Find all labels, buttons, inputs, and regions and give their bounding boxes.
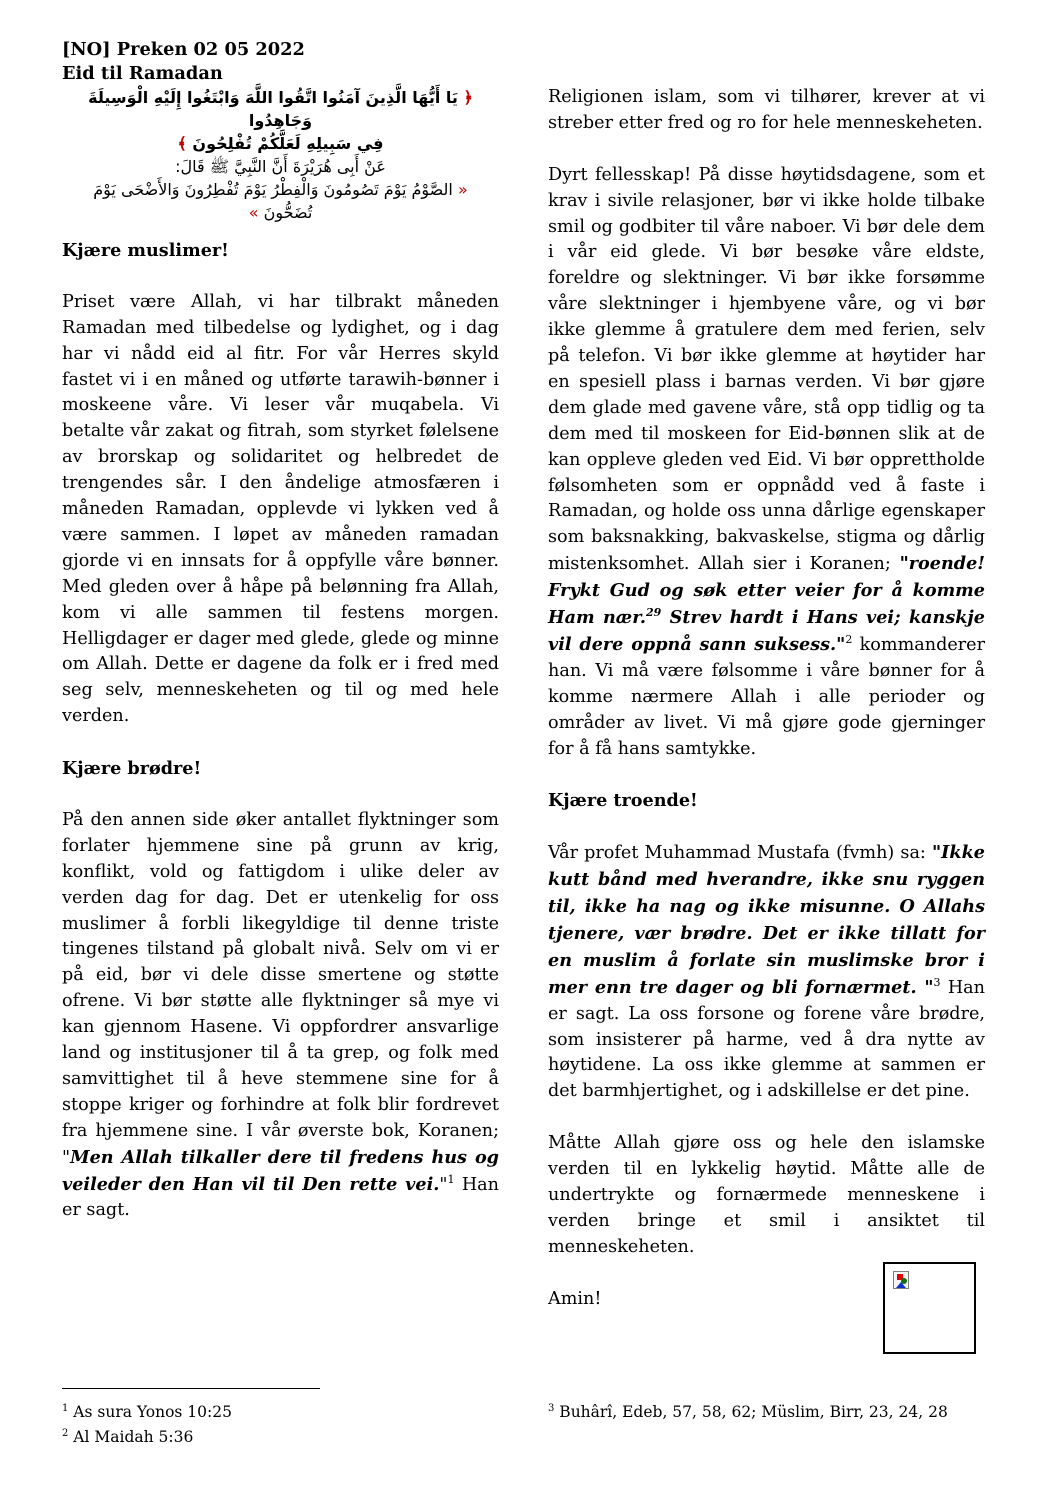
heading-dear-muslims: Kjære muslimer! bbox=[62, 240, 229, 261]
footnote-separator bbox=[62, 1388, 320, 1389]
footnote-2 bbox=[62, 1425, 232, 1450]
footnote-ref-3[interactable]: 3 bbox=[933, 975, 941, 989]
paragraph-3 bbox=[548, 163, 985, 763]
document-subtitle: Eid til Ramadan bbox=[62, 63, 223, 84]
paragraph-3-text: Dyrt fellesskap! På disse høytidsdagene, som et krav i sivile relasjoner, bør vi ikke holde tilbake smil og godbiter til våre naboer. Vi bør dele dem i vår eid glede. Vi bør besøke våre eldste, foreldre og slektninger. Vi bør ikke forsømme våre slektninger i hjembyene våre, og vi bør ikke glemme å gratulere dem med ferien, selv på telefon. Vi bør ikke glemme at høytider har en spesiell plass i barnas verden. Vi bør gjøre dem glade med gavene våre, stå opp tidlig og ta dem med til moskeen for Eid-bønnen slik at de kan oppleve gleden ved Eid. Vi bør opprettholde følsomheten som er oppnådd ved å faste i Ramadan, og holde oss unna dårlige egenskaper som baksnakking, bakvaskelse, stigma og dårlig mistenksomhet. Allah sier i Koranen; bbox=[548, 164, 985, 575]
document-title: [NO] Preken 02 05 2022 bbox=[62, 39, 305, 60]
hadith-intro: عَنْ أَبِى هُرَيْرَةَ أَنَّ النَّبِيَّ ﷺ قَالَ: bbox=[175, 157, 386, 176]
hadith-close-quote: » bbox=[248, 203, 259, 222]
right-column bbox=[548, 85, 985, 1313]
image-placeholder[interactable] bbox=[883, 1262, 976, 1354]
quran-quote-1: Men Allah tilkaller dere til fredens hus og veileder den Han vil til Den rette vei. bbox=[62, 1146, 499, 1195]
verse-ref-29: 29 bbox=[645, 606, 662, 620]
hadith-text-line-2-row bbox=[62, 201, 499, 224]
paragraph-5: Måtte Allah gjøre oss og hele den islamske verden til en lykkelig høytid. Måtte alle de undertrykte og fornærmede menneskene i verden bringe et smil i ansiktet til menneskeheten. bbox=[548, 1133, 985, 1257]
hadith-line-2: تُضَحُّونَ bbox=[263, 203, 313, 222]
paragraph-1: Priset være Allah, vi har tilbrakt måneden Ramadan med tilbedelse og lydighet, og i dag har vi nådd eid al fitr. For vår Herres skyld fastet vi i en måned og utførte tarawih-bønner i moskeene våre. Vi leser vår muqabela. Vi betalte vår zakat og fitrah, som styrket følelsene av brorskap og solidaritet og helbredet de trengendes sår. I den åndelige atmosfæren i måneden Ramadan, opplevde vi lykken ved å være sammen. I løpet av måneden ramadan gjorde vi en innsats for å oppfylle våre bønner. Med gleden over å håpe på belønning fra Allah, kom vi alle sammen til festens morgen. Helligdager er dager med glede, glede og minne om Allah. Dette er dagene da folk er i fred med seg selv, menneskeheten og til og med hele verden. bbox=[62, 291, 499, 727]
footnote-ref-2[interactable]: 2 bbox=[845, 633, 853, 647]
footnote-3 bbox=[548, 1400, 948, 1425]
paragraph-2 bbox=[62, 808, 499, 1225]
paragraph-4-tail: Han er sagt. La oss forsone og forene våre brødre, som insisterer på harme, ved å dra nytte av høytidene. La oss ikke glemme at sammen er det barmhjertighet, og i adskillelse er det pine. bbox=[548, 977, 985, 1102]
paragraph-4-text: Vår profet Muhammad Mustafa (fvmh) sa: bbox=[548, 843, 933, 864]
footnote-2-text: Al Maidah 5:36 bbox=[68, 1428, 194, 1446]
arabic-verse-line-2-row bbox=[62, 132, 499, 155]
left-column bbox=[62, 38, 499, 1224]
heading-dear-brothers: Kjære brødre! bbox=[62, 758, 202, 780]
heading-dear-believers: Kjære troende! bbox=[548, 790, 698, 812]
footnote-1-text: As sura Yonos 10:25 bbox=[68, 1403, 232, 1421]
footnote-ref-1[interactable]: 1 bbox=[447, 1172, 455, 1186]
paragraph-2-tail: Han er sagt. bbox=[62, 1174, 500, 1221]
footnotes-right bbox=[548, 1400, 948, 1425]
paragraph-3-tail: kommanderer han. Vi må være følsomme i våre bønner for å komme nærmere Allah i alle perioder og områder av livet. Vi må gjøre gode gjerninger for å få hans samtykke. bbox=[548, 635, 985, 759]
footnotes-left bbox=[62, 1400, 232, 1450]
footnote-3-number: 3 bbox=[548, 1402, 555, 1414]
quote-close-mark: " bbox=[439, 1174, 448, 1195]
verse-open-bracket: ﴿ bbox=[463, 88, 473, 107]
paragraph-4 bbox=[548, 840, 985, 1105]
closing-amin: Amin! bbox=[548, 1288, 602, 1309]
paragraph-intro: Religionen islam, som vi tilhører, krever at vi streber etter fred og ro for hele menneskeheten. bbox=[548, 87, 985, 133]
hadith-quote: "Ikke kutt bånd med hverandre, ikke snu ryggen til, ikke ha nag og ikke misunne. O Allahs tjenere, vær brødre. Det er ikke tillatt for en muslim å forlate sin muslimske bror i mer enn tre dager og bli fornærmet. " bbox=[548, 842, 985, 998]
footnote-3-text: Buhârî, Edeb, 57, 58, 62; Müslim, Birr, 23, 24, 28 bbox=[554, 1403, 948, 1421]
quran-quote-2a: "roende! Frykt Gud og søk etter veier for å komme Ham nær. bbox=[548, 553, 985, 629]
hadith-text bbox=[62, 178, 499, 201]
broken-image-icon bbox=[893, 1271, 909, 1289]
footnote-1 bbox=[62, 1400, 232, 1425]
quran-quote-2b: Strev hardt i Hans vei; kanskje vil dere oppnå sann suksess." bbox=[548, 607, 985, 656]
footnote-1-number: 1 bbox=[62, 1402, 69, 1414]
arabic-verse bbox=[62, 86, 499, 132]
verse-line-2: فِي سَبِيلِهِ لَعَلَّكُمْ تُفْلِحُونَ bbox=[192, 134, 384, 153]
verse-close-bracket: ﴾ bbox=[177, 134, 187, 153]
footnote-2-number: 2 bbox=[62, 1427, 69, 1439]
hadith-open-quote: « bbox=[457, 180, 468, 199]
hadith-line-1: الصَّوْمُ يَوْمَ تَصُومُونَ وَالْفِطْرُ يَوْمَ تُفْطِرُونَ وَالأَضْحَى يَوْمَ bbox=[93, 180, 453, 199]
paragraph-2-text: På den annen side øker antallet flyktninger som forlater hjemmene sine på grunn av krig, konflikt, vold og fattigdom i ulike deler av verden dag for dag. Det er utenkelig for oss muslimer å forbli likegyldige til denne triste tingenes tilstand på globalt nivå. Selv om vi er på eid, bør vi dele disse smertene og støtte ofrene. Vi bør støtte alle flyktninger så mye vi kan gjennom Hasene. Vi oppfordrer ansvarlige land og institusjoner til å ta grep, og folk med samvittighet til å heve stemmene sine for å stoppe kriger og forhindre at folk blir fordrevet fra hjemmene sine. I vår øverste bok, Koranen; " bbox=[62, 809, 499, 1168]
verse-line-1: يَا أَيُّهَا الَّذِينَ آمَنُوا اتَّقُوا اللَّهَ وَابْتَغُوا إِلَيْهِ الْوَسِيلَةَ وَجَاهِدُوا bbox=[88, 88, 458, 130]
